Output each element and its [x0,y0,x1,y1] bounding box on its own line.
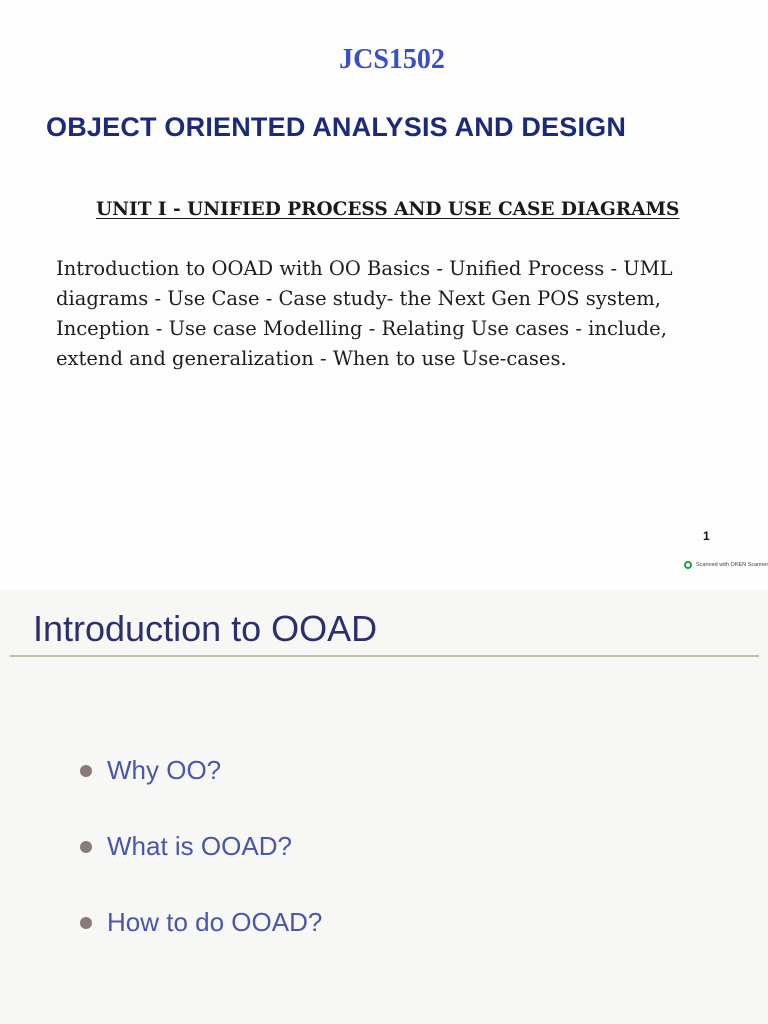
unit-description-line: Introduction to OOAD with OO Basics - Unified Process - UML [56,257,673,280]
scanner-watermark-text: Scanned with OKEN Scanner [696,562,768,568]
page-number: 1 [703,529,710,543]
unit-heading: UNIT I - UNIFIED PROCESS AND USE CASE DIAGRAMS [96,199,680,220]
scanner-watermark [684,561,768,569]
bullet-item-what-is-ooad [80,831,292,862]
bullet-dot-icon [80,841,92,853]
bullet-item-how-to-do-ooad [80,907,322,938]
unit-description [56,254,736,374]
bullet-dot-icon [80,765,92,777]
title-divider [10,655,759,657]
bullet-text: How to do OOAD? [107,907,323,937]
course-code: JCS1502 [339,44,445,75]
unit-description-line: Inception - Use case Modelling - Relating Use cases - include, [56,317,667,340]
intro-slide [0,590,768,1024]
bullet-item-why-oo [80,755,221,786]
slide-title: Introduction to OOAD [33,608,378,649]
course-title: OBJECT ORIENTED ANALYSIS AND DESIGN [46,112,627,142]
unit-description-line: diagrams - Use Case - Case study- the Next Gen POS system, [56,287,661,310]
bullet-dot-icon [80,917,92,929]
scanner-logo-icon [684,561,692,569]
bullet-text: Why OO? [107,755,222,785]
unit-description-line: extend and generalization - When to use Use-cases. [56,347,567,370]
bullet-text: What is OOAD? [107,831,292,861]
